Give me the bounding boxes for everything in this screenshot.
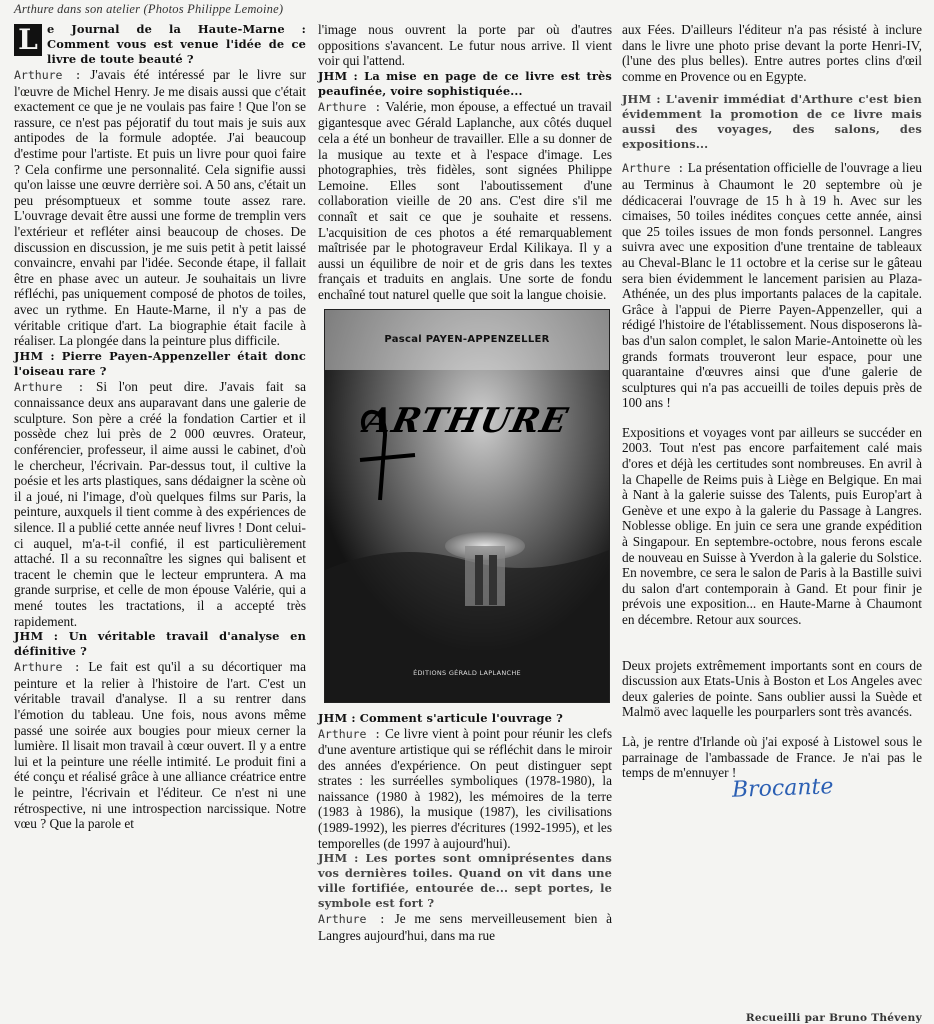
handwritten-note: Brocante [731,774,834,803]
book-cover-art [325,310,609,702]
cover-publisher: ÉDITIONS GÉRALD LAPLANCHE [413,668,521,677]
answer-3: Arthure : Le fait est qu'il a su décortiquer ma peinture et la relier à l'histoire de l'art. C'est un véritable travail d'analyse. Il a su rentrer dans l'émotion du tableau. Une fois, nous avons même passé une soirée aux bougies pour mieux cerner la lumière. Il lisait mon travail à cœur ouvert. Il y a entre lui et la peinture une réelle intimité. Le produit fini a été conçu et réalisé grâce à une alliance créatrice entre le peintre, l'écrivain et l'éditeur. Ce n'est ni une rétrospective, ni une introspection narcissique. Notre vœu ? Que la parole et [14,659,306,832]
paragraph-ireland: Là, je rentre d'Irlande où j'ai exposé à Listowel sous le parrainage de l'ambassade de France. Je n'ai pas le temps de m'ennuyer ! [622,733,922,781]
question-4: JHM : La mise en page de ce livre est très peaufinée, voire sophistiquée... [318,68,612,98]
question-7: JHM : L'avenir immédiat d'Arthure c'est bien évidemment la promotion de ce livre mais aussi des voyages, des salons, des expositions... [622,92,922,152]
article-column-3 [622,22,922,781]
book-cover-image [324,309,610,703]
drop-cap: L [14,24,42,56]
question-5: JHM : Comment s'articule l'ouvrage ? [318,710,563,725]
answer-3-continued: l'image nous ouvrent la porte par où d'autres oppositions s'avancent. Le futur nous arrive. Il vient voir qui l'attend. [318,22,612,69]
intro-question: L e Journal de la Haute-Marne : Comment vous est venue l'idée de ce livre de toute beauté ? [14,22,306,67]
answer-6-continued: aux Fées. D'ailleurs l'éditeur n'a pas résisté à inclure dans le livre une photo prise devant la porte Henri-IV, (l'une des plus belles). Entre autres portes clins d'œil comme en Provence ou en Egypte. [622,22,922,84]
question-6: JHM : Les portes sont omniprésentes dans vos dernières toiles. Quand on vit dans une ville fortifiée, entourée de... sept portes, le symbole est fort ? [318,851,612,911]
cover-author: Pascal PAYEN-APPENZELLER [384,333,550,345]
answer-2: Arthure : Si l'on peut dire. J'avais fait sa connaissance deux ans auparavant dans une galerie de sculpture. Son père a créé la fondation Cartier et il possède chez lui près de 2 000 œuvres. Orateur, conférencier, professeur, il aime aussi le cabinet, d'où le chercheur, l'écrivain. Par-dessus tout, il cultive la poésie et les arts plastiques, sans dédaigner la scène où il a joué, ni l'image, d'où quelques films sur Paris, la peinture, auxquels il tient comme à des expériences de silence. Il a publié cette année neuf livres ! Dont celui-ci auquel, m'a-t-il confié, il est particulièrement attaché. Il a su reconnaître les signes qui balisent et tracent le chemin que le lecteur empruntera. A ma grande surprise, et celle de mon épouse Valérie, qui a mené toutes les tractations, il a accepté très rapidement. [14,378,307,629]
answer-7: Arthure : La présentation officielle de l'ouvrage a lieu au Terminus à Chaumont le 20 septembre où je dédicacerai l'ouvrage de 15 h à 19 h. Avec sur les cimaises, 50 toiles inédites conçues cette année, ainsi que 25 toiles issues de mon fonds personnel. Langres suivra avec une exposition d'une trentaine de tableaux au Cheval-Blanc le 11 octobre et la cerise sur le gâteau sera bien évidemment le lancement parisien au Plaza-Athénée, un des plus importants palaces de la capitale. Grâce à l'appui de Pierre Payen-Appenzeller, qui a rédigé l'histoire de l'établissement. Nous disposerons là-bas d'un salon complet, le salon Marie-Antoinette où les grands formats trouveront leur espace, pour une quarantaine d'œuvres ainsi que d'une galerie de sculptures qui n'a pas accueilli de toiles depuis près de 100 ans ! [622,160,922,411]
answer-6: Arthure : Je me sens merveilleusement bien à Langres aujourd'hui, dans ma rue [318,911,613,943]
byline: Recueilli par Bruno Théveny [745,1012,922,1024]
answer-5: Arthure : Ce livre vient à point pour réunir les clefs d'une aventure artistique qui se réfléchit dans le miroir des années d'expérience. On peut distinguer sept strates : les surréelles symboliques (1978-1980), la naissance (1980 à 1982), les mémoires de la terre (1983 à 1986), la musique (1987), les civilisations (1989-1992), les pierres d'écritures (1992-1995), et les temporelles (de 1997 à aujourd'hui). [318,725,613,851]
question-2: JHM : Pierre Payen-Appenzeller était donc l'oiseau rare ? [14,348,306,378]
answer-4: Arthure : Valérie, mon épouse, a effectué un travail gigantesque avec Gérald Laplanche, aux côtés duquel cela a été un bonheur de travailler. Elle a su donner de la musique au texte et à l'espace d'image. Les photographies, très fidèles, sont signées Philippe Lemoine. Elles sont l'aboutissement d'une collaboration vieille de 20 ans. C'est dire s'il me connaît et sait ce que je souhaite et ressens. L'acquisition de ces photos a été remarquablement maîtrisée par le photograveur Erdal Kilikaya. Il y a aussi un équilibre de noir et de gris dans les textes français et traduits en anglais. Une sorte de fondu enchaîné tout naturel quelle que soit la langue choisie. [318,98,612,302]
question-3: JHM : Un véritable travail d'analyse en définitive ? [14,629,306,659]
answer-1: Arthure : J'avais été intéressé par le livre sur l'œuvre de Michel Henry. Je me disais aussi que c'était exactement ce que je ne voulais pas faire ! Que l'on se rassure, ce n'est pas péjoratif du tout mais je suis aux antipodes de la formule adoptée. J'ai beaucoup d'estime pour l'artiste. Et puis un livre pour quoi faire ? Cela confirme une personnalité. Cela signifie aussi qu'on laisse une œuvre derrière soi. A 50 ans, c'était un peu présomptueux et somme toute assez rare. L'ouvrage devait être aussi une forme de tremplin vers l'extérieur et refléter ainsi beaucoup de choses. De discussion en discussion, je me suis petit à petit laissé convaincre, envahi par l'idée. Seconde étape, il fallait être en phase avec un auteur. Je souhaitais un livre réfléchi, pas uniquement composé de photos de toiles, avec un rythme. En Haute-Marne, il n'y a pas de véritable critique d'art. La biographie était facile à réaliser. La plongée dans la peinture plus difficile. [14,67,307,349]
cover-title: ARTHURE [360,400,572,441]
paragraph-expositions: Expositions et voyages vont par ailleurs se succéder en 2003. Tout n'est pas encore parfaitement calé mais d'ores et déjà les certitudes sont nombreuses. En avril à la Chapelle de Reims puis à Liège en Belgique. En mai à Nant à la galerie suisse des Talents, puis Europ'art à Genève et une expo à la galerie du Passage à Langres. Noblesse oblige. En juin ce sera une grande expédition à Singapour. En septembre-octobre, nous ferons escale de nouveau en Suisse à Yverdon à la galerie du Solstice. En novembre, ce sera le salon de Paris à la Bastille suivi du salon d'art contemporain à Gand. Et pour finir je prévois une exposition... en Haute-Marne à Chaumont en décembre. Retour aux sources. [622,424,922,627]
paragraph-projects: Deux projets extrêmement importants sont en cours de discussion aux Etats-Unis à Boston et Los Angeles avec deux galeries de pointe. Sans oublier aussi la Suède et Malmö avec laquelle les pourparlers sont très avancés. [622,657,922,720]
article-column-1 [14,22,306,832]
photo-caption: Arthure dans son atelier (Photos Philippe Lemoine) [14,2,284,16]
article-column-2 [318,22,612,943]
